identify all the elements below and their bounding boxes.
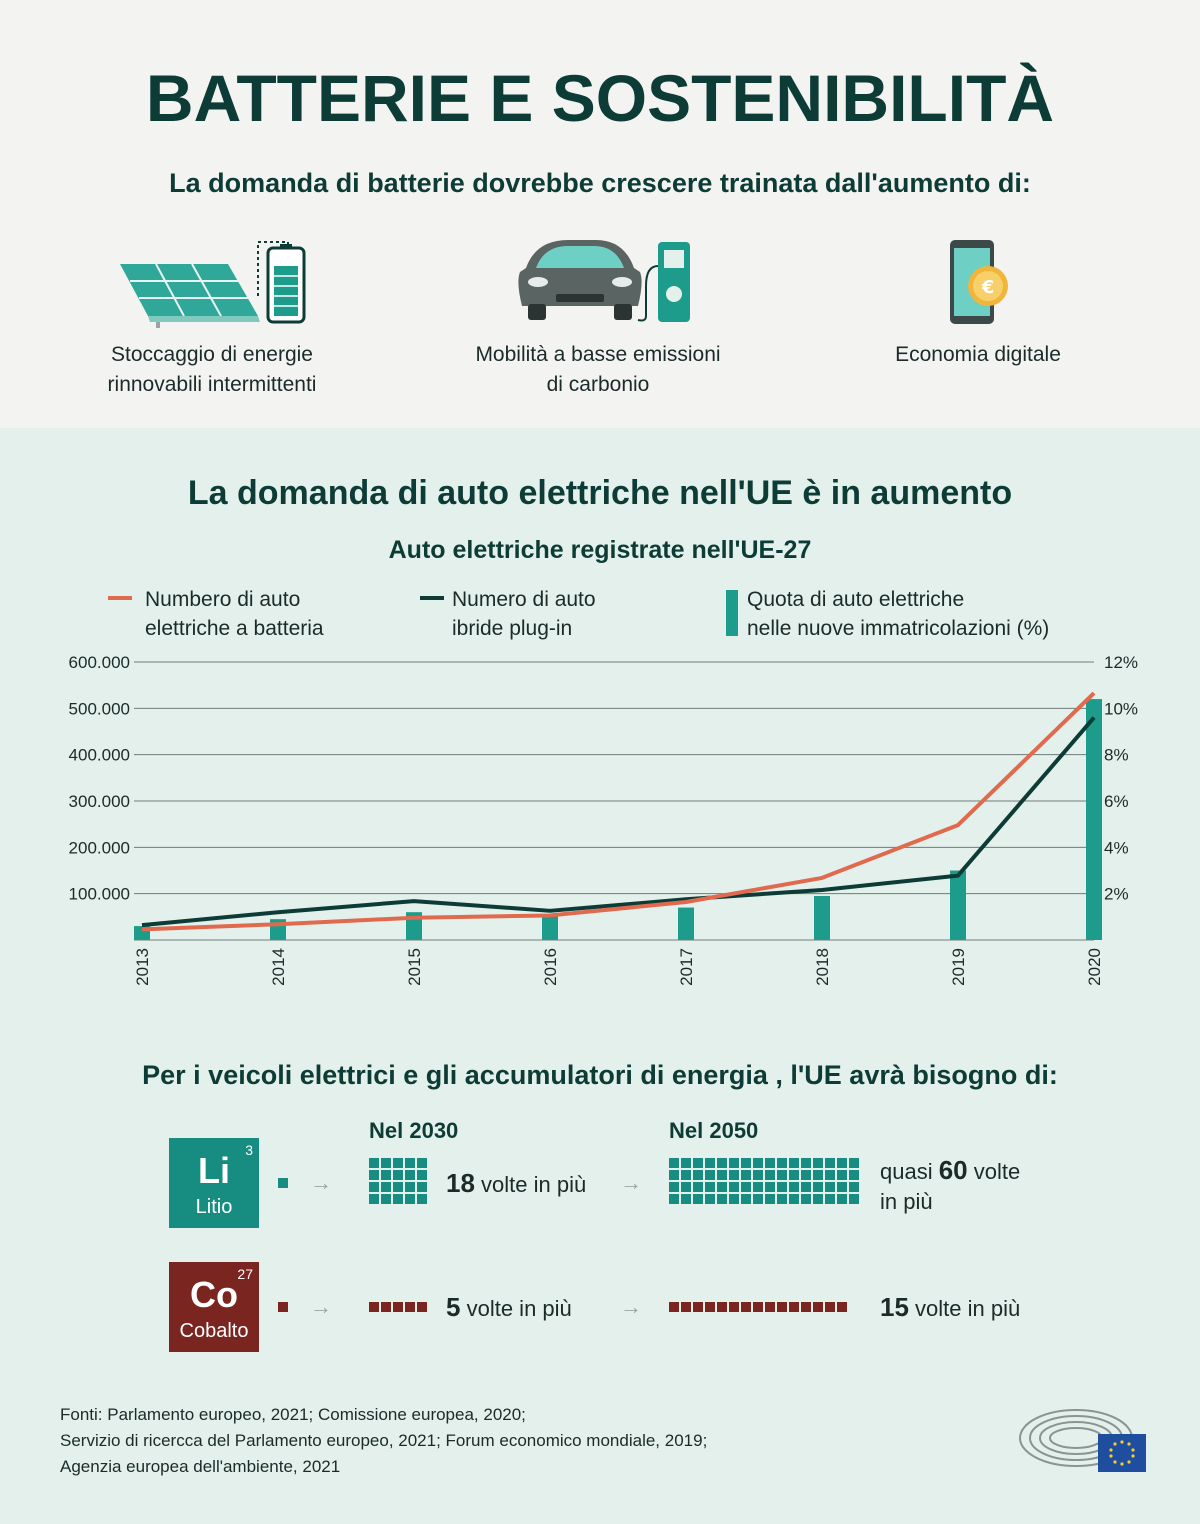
unit-square (789, 1170, 799, 1180)
share-bar (814, 896, 830, 940)
unit-square (717, 1302, 727, 1312)
unit-square (849, 1170, 859, 1180)
cobalt-2030-bar (369, 1302, 427, 1312)
unit-square (681, 1158, 691, 1168)
driver-mobility: Mobilità a basse emissioni di carbonio (475, 343, 721, 396)
y-tick-label: 200.000 (68, 838, 130, 858)
unit-square (837, 1158, 847, 1168)
unit-square (837, 1302, 847, 1312)
unit-square (669, 1182, 679, 1192)
unit-square (849, 1158, 859, 1168)
unit-square (801, 1302, 811, 1312)
y2-tick-label: 6% (1104, 792, 1129, 811)
unit-square (825, 1170, 835, 1180)
unit-square (789, 1182, 799, 1192)
european-parliament-logo (1018, 1404, 1148, 1476)
unit-square (801, 1158, 811, 1168)
driver-digital: Economia digitale (895, 343, 1061, 366)
legend-bev-swatch (108, 596, 132, 600)
arrow-icon: → (620, 1170, 642, 1195)
unit-square (741, 1194, 751, 1204)
x-tick-label: 2017 (677, 948, 696, 986)
lithium-2030-text: 18 volte in più (446, 1168, 587, 1198)
unit-square (381, 1182, 391, 1192)
driver-renewables: Stoccaggio di energie rinnovabili intermittenti (107, 343, 317, 396)
unit-square (717, 1182, 727, 1192)
unit-square (381, 1194, 391, 1204)
unit-square (369, 1158, 379, 1168)
unit-square (693, 1194, 703, 1204)
unit-square (765, 1158, 775, 1168)
unit-square (777, 1182, 787, 1192)
unit-square (717, 1194, 727, 1204)
y-tick-label: 100.000 (68, 884, 130, 904)
y2-tick-label: 12% (1104, 653, 1139, 672)
unit-square (417, 1302, 427, 1312)
unit-square (405, 1194, 415, 1204)
lithium-2050-grid (669, 1158, 859, 1204)
unit-square (753, 1302, 763, 1312)
unit-square (405, 1182, 415, 1192)
unit-square (417, 1170, 427, 1180)
share-bar (950, 871, 966, 941)
unit-square (825, 1158, 835, 1168)
unit-square (825, 1182, 835, 1192)
share-bar (542, 915, 558, 940)
unit-square (393, 1158, 403, 1168)
unit-square (741, 1158, 751, 1168)
unit-square (369, 1194, 379, 1204)
unit-square (393, 1302, 403, 1312)
lithium-element-tile: Li 3 Litio (169, 1138, 259, 1228)
unit-square (849, 1194, 859, 1204)
y2-tick-label: 4% (1104, 838, 1129, 858)
cobalt-base-square (278, 1302, 288, 1312)
unit-square (369, 1182, 379, 1192)
legend-bev-label: Numbero di auto elettriche a batteria (145, 588, 324, 640)
unit-square (417, 1194, 427, 1204)
y2-tick-label: 2% (1104, 884, 1129, 904)
unit-square (837, 1182, 847, 1192)
unit-square (813, 1182, 823, 1192)
unit-square (729, 1194, 739, 1204)
share-bar (678, 908, 694, 940)
x-tick-label: 2020 (1085, 948, 1104, 986)
unit-square (741, 1170, 751, 1180)
unit-square (417, 1158, 427, 1168)
legend-phev-swatch (420, 596, 444, 600)
unit-square (729, 1182, 739, 1192)
unit-square (825, 1302, 835, 1312)
smartphone-euro-icon (946, 236, 1016, 326)
unit-square (729, 1302, 739, 1312)
unit-square (837, 1194, 847, 1204)
unit-square (777, 1302, 787, 1312)
unit-square (405, 1302, 415, 1312)
legend-share-swatch (726, 590, 738, 636)
solar-panel-battery-icon (118, 236, 308, 328)
y2-tick-label: 10% (1104, 699, 1139, 719)
unit-square (705, 1194, 715, 1204)
lithium-2050-text: quasi 60 volte in più (880, 1155, 1021, 1214)
y-tick-label: 500.000 (68, 699, 130, 719)
unit-square (753, 1194, 763, 1204)
unit-square (369, 1302, 379, 1312)
unit-square (813, 1170, 823, 1180)
unit-square (417, 1182, 427, 1192)
chart-title: Auto elettriche registrate nell'UE-27 (388, 536, 812, 564)
unit-square (705, 1170, 715, 1180)
unit-square (681, 1182, 691, 1192)
legend-share-label: Quota di auto elettriche nelle nuove immatricolazioni (%) (747, 588, 1050, 640)
unit-square (669, 1170, 679, 1180)
unit-square (849, 1182, 859, 1192)
svg-text:€: € (981, 277, 995, 298)
unit-square (393, 1182, 403, 1192)
unit-square (777, 1158, 787, 1168)
lithium-2030-grid (369, 1158, 427, 1204)
x-tick-label: 2013 (133, 948, 152, 986)
x-tick-label: 2016 (541, 948, 560, 986)
unit-square (801, 1182, 811, 1192)
unit-square (381, 1158, 391, 1168)
cobalt-2050-bar (669, 1302, 847, 1312)
unit-square (693, 1158, 703, 1168)
unit-square (789, 1194, 799, 1204)
unit-square (405, 1170, 415, 1180)
unit-square (753, 1182, 763, 1192)
cobalt-element-tile: Co 27 Cobalto (169, 1262, 259, 1352)
unit-square (669, 1302, 679, 1312)
unit-square (765, 1182, 775, 1192)
y-tick-label: 300.000 (68, 792, 130, 811)
arrow-icon: → (310, 1294, 332, 1319)
unit-square (693, 1302, 703, 1312)
cobalt-2030-text: 5 volte in più (446, 1292, 572, 1322)
ev-registrations-chart (0, 640, 1200, 1020)
unit-square (705, 1302, 715, 1312)
unit-square (765, 1170, 775, 1180)
unit-square (825, 1194, 835, 1204)
unit-square (705, 1182, 715, 1192)
unit-square (729, 1158, 739, 1168)
unit-square (405, 1158, 415, 1168)
unit-square (705, 1158, 715, 1168)
unit-square (393, 1170, 403, 1180)
unit-square (765, 1194, 775, 1204)
unit-square (813, 1194, 823, 1204)
share-bar (1086, 699, 1102, 940)
unit-square (801, 1170, 811, 1180)
unit-square (777, 1194, 787, 1204)
unit-square (813, 1302, 823, 1312)
ev-demand-heading: La domanda di auto elettriche nell'UE è in aumento (187, 474, 1013, 512)
unit-square (693, 1170, 703, 1180)
x-tick-label: 2015 (405, 948, 424, 986)
unit-square (777, 1170, 787, 1180)
x-tick-label: 2014 (269, 948, 288, 986)
unit-square (729, 1170, 739, 1180)
arrow-icon: → (310, 1170, 332, 1195)
x-tick-label: 2019 (949, 948, 968, 986)
unit-square (717, 1170, 727, 1180)
unit-square (681, 1170, 691, 1180)
unit-square (381, 1302, 391, 1312)
electric-car-charger-icon (506, 236, 696, 328)
unit-square (669, 1158, 679, 1168)
unit-square (765, 1302, 775, 1312)
arrow-icon: → (620, 1294, 642, 1319)
x-tick-label: 2018 (813, 948, 832, 986)
col-2050-label: Nel 2050 (669, 1118, 759, 1143)
unit-square (753, 1170, 763, 1180)
unit-square (393, 1194, 403, 1204)
unit-square (669, 1194, 679, 1204)
unit-square (753, 1158, 763, 1168)
y-tick-label: 400.000 (68, 745, 130, 765)
col-2030-label: Nel 2030 (369, 1118, 459, 1143)
sources: Fonti: Parlamento europeo, 2021; Comissione europea, 2020; Servizio di ricercca del Parlamento europeo, 2021; Forum economico mondiale, 2019; Agenzia europea dell'ambiente, 2021 (60, 1405, 708, 1476)
page-title: BATTERIE E SOSTENIBILITÀ (145, 61, 1055, 135)
unit-square (813, 1158, 823, 1168)
legend-phev-label: Numero di auto ibride plug-in (452, 588, 596, 640)
unit-square (741, 1302, 751, 1312)
unit-square (681, 1194, 691, 1204)
unit-square (693, 1182, 703, 1192)
cobalt-2050-text: 15 volte in più (880, 1292, 1021, 1322)
materials-heading: Per i veicoli elettrici e gli accumulatori di energia , l'UE avrà bisogno di: (142, 1060, 1058, 1090)
unit-square (741, 1182, 751, 1192)
unit-square (369, 1170, 379, 1180)
unit-square (801, 1194, 811, 1204)
unit-square (789, 1158, 799, 1168)
drivers-heading: La domanda di batterie dovrebbe crescere trainata dall'aumento di: (169, 168, 1031, 198)
y2-tick-label: 8% (1104, 745, 1129, 765)
unit-square (717, 1158, 727, 1168)
unit-square (837, 1170, 847, 1180)
y-tick-label: 600.000 (68, 653, 130, 672)
unit-square (789, 1302, 799, 1312)
lithium-base-square (278, 1178, 288, 1188)
unit-square (681, 1302, 691, 1312)
unit-square (381, 1170, 391, 1180)
